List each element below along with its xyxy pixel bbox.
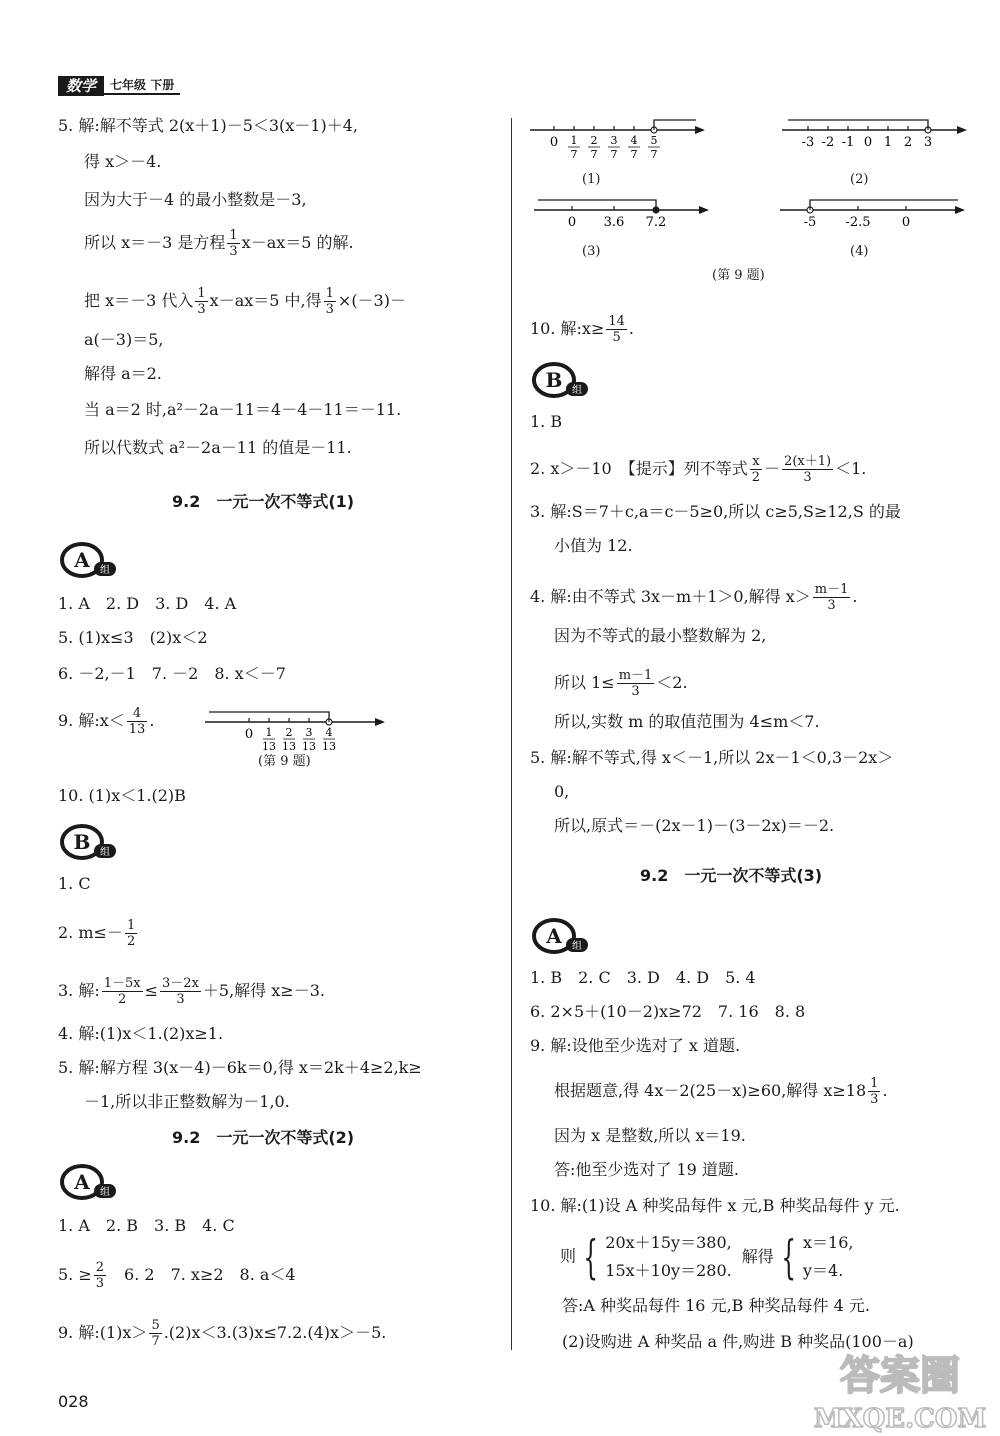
s1a-line10: 10. (1)x＜1.(2)B [58, 786, 186, 805]
s1b-line4: 4. 解:(1)x＜1.(2)x≥1. [58, 1024, 224, 1043]
rb-line4-3: 所以 1≤ $\frac{m-1}{3}$ ＜2. [554, 668, 688, 699]
s2a-line5: 5. ≥ $\frac{2}{3}$ 6. 2 7. x≥2 8. a＜4 [58, 1260, 296, 1291]
left-q5-intro: 5. 解:解不等式 2(x＋1)－5＜3(x－1)＋4, [58, 116, 359, 135]
number-line-2 [782, 116, 967, 156]
header-subject: 数学 [58, 76, 104, 96]
s3a-line9-2: 根据题意,得 4x－2(25－x)≥60,解得 x≥18 $\frac{1}{3}$ . [554, 1076, 888, 1107]
s1b-line5a: 5. 解:解方程 3(x－4)－6k＝0,得 x＝2k＋4≥2,k≥ [58, 1058, 422, 1077]
tick-label-num: 4 [325, 726, 333, 739]
tick-label-den: 7 [610, 148, 618, 161]
tick-label-num: 2 [590, 134, 598, 147]
tick-label: -2 [821, 135, 835, 150]
rb-line1: 1. B [530, 412, 563, 431]
tick-label: -2.5 [845, 215, 871, 230]
tick-label: -1 [841, 135, 855, 150]
tick-label: 0 [244, 727, 254, 742]
left-q5-line9: 所以代数式 a²－2a－11 的值是－11. [84, 438, 352, 457]
s3a-line9: 9. 解:设他至少选对了 x 道题. [530, 1036, 741, 1055]
tick-label: 0 [863, 135, 873, 150]
group-a-badge-right [532, 918, 590, 954]
column-divider [511, 118, 512, 1350]
left-q5-line4 [84, 228, 354, 259]
left-q5-line2: 得 x＞－4. [84, 152, 162, 171]
tick-label: 0 [901, 215, 911, 230]
tick-label: 0 [567, 215, 577, 230]
tick-label: -5 [803, 215, 817, 230]
section-title-3: 9.2 一元一次不等式(3) [640, 866, 823, 885]
s1a-line9: 9. 解:x＜ $\frac{4}{13}$ . [58, 706, 155, 737]
page-header [58, 76, 180, 96]
group-a-badge-2 [60, 1164, 118, 1200]
svg-text:组: 组 [572, 385, 582, 396]
section-title-1: 9.2 一元一次不等式(1) [172, 492, 355, 511]
number-line-4 [780, 196, 965, 236]
tick-label-num: 2 [285, 726, 293, 739]
s3a-line1: 1. B 2. C 3. D 4. D 5. 4 [530, 968, 756, 987]
nl2-label: (2) [850, 172, 869, 187]
s3a-line10-ans: 答:A 种奖品每件 16 元,B 种奖品每件 4 元. [562, 1296, 870, 1315]
tick-label: 3 [923, 135, 933, 150]
group-a-badge [60, 542, 118, 578]
s2a-line9: 9. 解:(1)x＞ $\frac{5}{7}$ .(2)x＜3.(3)x≤7.2.(4)x＞－5. [58, 1318, 387, 1349]
header-grade: 七年级 下册 [104, 77, 180, 95]
s3a-line6: 6. 2×5＋(10－2)x≥72 7. 16 8. 8 [530, 1002, 806, 1021]
group-b-badge-right [532, 362, 590, 398]
s1b-line3: 3. 解: $\frac{1-5x}{2}$ ≤ $\frac{3-2x}{3}$ ＋5,解得 x≥－3. [58, 976, 325, 1007]
number-line-1 [530, 116, 705, 164]
left-q5-line7: 解得 a＝2. [84, 364, 162, 383]
fraction-one-third: $\frac{1}{3}$ [197, 286, 206, 317]
rb-line4-2: 因为不等式的最小整数解为 2, [554, 626, 767, 645]
tick-label-den: 7 [650, 148, 658, 161]
rb-line3a: 3. 解:S＝7＋c,a＝c－5≥0,所以 c≥5,S≥12,S 的最 [530, 502, 901, 521]
tick-label-den: 7 [630, 148, 638, 161]
tick-label-den: 7 [590, 148, 598, 161]
number-line-3 [534, 196, 709, 236]
tick-label: 3.6 [603, 215, 625, 230]
left-q5-line8: 当 a＝2 时,a²－2a－11＝4－4－11＝－11. [84, 400, 402, 419]
tick-label-num: 3 [305, 726, 313, 739]
tick-label: 1 [883, 135, 893, 150]
s3a-line10-system: 则 { 20x＋15y＝380, 15x＋10y＝280. 解得 { x＝16, y＝4. [560, 1229, 854, 1284]
rb-line5c: 所以,原式＝－(2x－1)－(3－2x)＝－2. [554, 816, 835, 835]
s2a-line1: 1. A 2. B 3. B 4. C [58, 1216, 235, 1235]
s3a-line10-p2: (2)设购进 A 种奖品 a 件,购进 B 种奖品(100－a) [562, 1332, 914, 1351]
tick-label: -3 [801, 135, 815, 150]
nl3-label: (3) [582, 244, 601, 259]
s3a-line10: 10. 解:(1)设 A 种奖品每件 x 元,B 种奖品每件 y 元. [530, 1196, 900, 1215]
group-a-letter: A [74, 548, 90, 572]
nl1-label: (1) [582, 172, 601, 187]
left-q9-caption: (第 9 题) [258, 754, 311, 769]
s3a-line9-4: 答:他至少选对了 19 道题. [554, 1160, 740, 1179]
group-b-badge [60, 824, 118, 860]
nl-left-ticks [245, 718, 336, 753]
watermark-logo [800, 1345, 1000, 1436]
tick-label-num: 4 [630, 134, 638, 147]
tick-label: 0 [549, 135, 559, 150]
q5-line5-a: 把 x＝－3 代入 [84, 291, 194, 310]
s1a-line5: 5. (1)x≤3 (2)x＜2 [58, 628, 208, 647]
svg-text:B: B [545, 368, 563, 392]
watermark-bottom: MXQE.COM [813, 1404, 987, 1434]
watermark-top: 答案圈 [840, 1352, 960, 1399]
section-title-2: 9.2 一元一次不等式(2) [172, 1128, 355, 1147]
s1a-line6: 6. －2,－1 7. －2 8. x＜－7 [58, 664, 286, 683]
number-line-left-q9 [205, 706, 385, 756]
rb-line2: 2. x＞－10 【提示】列不等式 $\frac{x}{2}$ － $\frac{2(x+1)}{3}$ ＜1. [530, 454, 867, 485]
left-q5-line6: a(－3)＝5, [84, 330, 164, 349]
svg-text:A: A [546, 924, 562, 948]
tick-label-den: 7 [570, 148, 578, 161]
s1b-line1: 1. C [58, 874, 91, 893]
svg-text:组: 组 [100, 1187, 110, 1198]
fraction-one-third: $\frac{1}{3}$ [229, 228, 238, 259]
tick-label-den: 13 [282, 740, 296, 753]
svg-text:组: 组 [100, 847, 110, 858]
tick-label-den: 13 [262, 740, 276, 753]
left-q5-line3: 因为大于－4 的最小整数是－3, [84, 190, 307, 209]
tick-label-num: 1 [570, 134, 578, 147]
rb-line4-4: 所以,实数 m 的取值范围为 4≤m＜7. [554, 712, 820, 731]
rb-line5b: 0, [554, 782, 570, 801]
s3a-line9-3: 因为 x 是整数,所以 x＝19. [554, 1126, 746, 1145]
tick-label-den: 13 [322, 740, 336, 753]
svg-text:B: B [73, 830, 91, 854]
tick-label: 2 [903, 135, 913, 150]
tick-label-num: 5 [650, 134, 658, 147]
tick-label-num: 1 [265, 726, 273, 739]
tick-label: 7.2 [645, 215, 667, 230]
s1b-line2: 2. m≤－ $\frac{1}{2}$ [58, 918, 136, 949]
svg-text:A: A [74, 1170, 90, 1194]
right-q10: 10. 解:x≥ $\frac{14}{5}$ . [530, 314, 634, 345]
rb-line3b: 小值为 12. [554, 536, 633, 555]
group-a-suffix: 组 [100, 565, 110, 576]
tick-label-num: 3 [610, 134, 618, 147]
q5-line5-c: ×(－3)－ [337, 291, 406, 310]
page-number: 028 [58, 1392, 89, 1411]
s1b-line5b: －1,所以非正整数解为－1,0. [84, 1092, 290, 1111]
fraction-4-13: $\frac{4}{13}$ [128, 706, 146, 737]
svg-text:组: 组 [572, 941, 582, 952]
q5-line5-b: x－ax＝5 中,得 [209, 291, 322, 310]
q5-line4-a: 所以 x＝－3 是方程 [84, 233, 226, 252]
nl4-label: (4) [850, 244, 869, 259]
rb-line4: 4. 解:由不等式 3x－m＋1＞0,解得 x＞ $\frac{m-1}{3}$ . [530, 582, 858, 613]
q5-line4-b: x－ax＝5 的解. [241, 233, 354, 252]
left-q5-line5 [84, 286, 406, 317]
fraction-one-half: $\frac{1}{2}$ [126, 918, 136, 949]
rb-line5a: 5. 解:解不等式,得 x＜－1,所以 2x－1＜0,3－2x＞ [530, 748, 894, 767]
s1a-line1: 1. A 2. D 3. D 4. A [58, 594, 237, 613]
fraction-one-third: $\frac{1}{3}$ [325, 286, 334, 317]
q9-caption-right: (第 9 题) [712, 268, 765, 283]
tick-label-den: 13 [302, 740, 316, 753]
